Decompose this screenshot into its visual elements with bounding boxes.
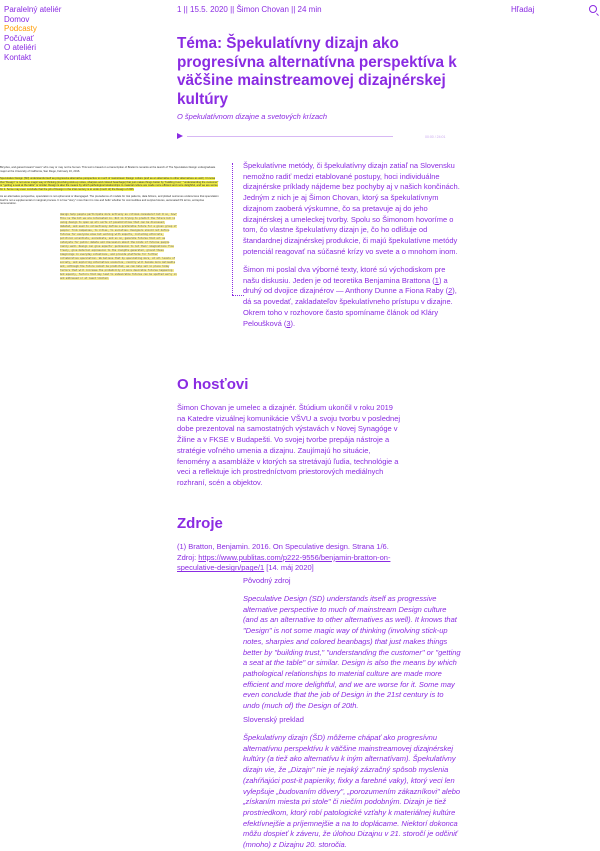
excerpt-quote-highlight: design help people participate more actively as citizen-consumers? but R oo, how? This is the bit we are interested in. Not in trying to predict the future but in using design to open up all sorts of possibilities that can be discussed, debated, and used to collectively define a preferable future for a given group of people: from companies, to cities, to societies. Designers should not define futures for everyone else but working with experts, including ethicists, political scientists, economists, and so on, generate futures that act as catalysts for public debate and discussion about the kinds of futures people really want. Design can give experts' permission to let their imaginations flow freely, give material expression to the insights generated, ground these imaginings in everyday situations, and provide platforms for further collaborative speculation. We believe that by speculating more, at all levels of society, and exploring alternative scenarios, reality will become more malleable and, although the future cannot be predicted, we can help set in place today factors that will increase the probability of more desirable futures happening. And equally, factors that may lead to undesirable futures can be spotted early on and addressed or at least limited. bbox=[60, 212, 177, 280]
ref-link-3[interactable]: 3 bbox=[286, 318, 291, 328]
nav-item-o-atelieri[interactable]: O ateliéri bbox=[4, 43, 37, 53]
text: [14. máj 2020] bbox=[264, 563, 314, 573]
original-quote: Speculative Design (SD) understands itself as progressive alternative perspective to much of mainstream Design culture (and as an alternative to other alternatives as well). It knows that "Design" is not some magic way of thinking (involving stick-up notes, sharpies and colored beanbags) that just makes things better by "building trust," "understanding the customer" or "getting a seat at the table" or similar. Design is also the means by which pathological relationships to material culture are made more efficient and more delightful, and we are worse for it. Some may even conclude that the job of Design in the 21st century is to undo (much of) the Design of 20th. bbox=[243, 594, 461, 711]
text: (1) Bratton, Benjamin. 2016. On Speculative design. Strana 1/6. Zdroj: bbox=[177, 542, 389, 562]
about-heading: O hosťovi bbox=[177, 376, 249, 393]
about-text: Šimon Chovan je umelec a dizajnér. Štúdium ukončil v roku 2019 na Katedre vizuálnej komunikácie VŠVU a svoju tvorbu v poslednej dobe prezentoval na samostatných výstavách v Novej Synagóge v Žiline a v FKSE v Budapešti. Vo svojej tvorbe prepája nástroje a stratégie voľného umenia a dizajnu. Zaujímajú ho situácie, fenomény a asambláže v ktorých sa stretávajú ľudia, technológie a veci a reflektuje ich prostredníctvom priestorových mediálnych rozhraní, scén a objektov. bbox=[177, 403, 401, 487]
text: ) a druhý od dvojice dizajnérov — Anthony Dunne a Fiona Raby ( bbox=[243, 275, 449, 296]
excerpt-paragraph-highlighted bbox=[0, 177, 220, 191]
slovak-quote: Špekulatívny dizajn (ŠD) môžeme chápať ako progresívnu alternatívnu perspektívu k väčšine mainstreamovej dizajnérskej kultúry (a tiež ako alternatívu k iným alternatívam). Špekulatívny dizajn vie, že „Dizajn" nie je nejaký zázračný spôsob myslenia (zahŕňajúci post-it papieriky, fixky a farebné vaky), ktorý veci len vylepšuje „budovaním dôvery", „porozumením zákazníkovi" alebo „získaním miesta pri stole" či niečím podobným. Dizajn je tiež prostriedkom, ktorý robí patologické vzťahy k materiálnej kultúre efektívnejšie a príjemnejšie a na to doplácame. Niektorí dokonca môžu dospieť k záveru, že úlohou Dizajnu v 21. storočí je odčiniť (mnoho) z Dizajnu 20. storočia. bbox=[243, 733, 461, 850]
source-reference bbox=[177, 542, 403, 574]
text: Šimon mi poslal dva výborné texty, ktoré sú východiskom pre našu diskusiu. Jeden je od teoretika Benjamina Brattona ( bbox=[243, 265, 446, 285]
search-link[interactable]: Hľadaj bbox=[511, 5, 535, 14]
ref-link-2[interactable]: 2 bbox=[448, 286, 453, 296]
main-nav bbox=[4, 5, 61, 63]
excerpt-paragraph: As an alternative perspective, speculation is not ephemeral or disengaged. The precedence of models for risk patterns, data fictions, and plotted outcomes underscores that speculation itself is not a supplemental or marginal process. It is how "story" more than it is rote and bolts' whether for commodities and surplus futures, automated KS terms, entreprise remuneration. bbox=[0, 195, 219, 206]
nav-item-kontakt[interactable]: Kontakt bbox=[4, 52, 32, 62]
excerpt-highlight: Speculative Design (SD) understands itself as progressive alternative perspective to much of mainstream Design culture (and as an alternative to other alternatives as well). It knows that "Design" is not some magic way of thinking (involving stick-up notes, sharpies and colored beanbags) that just makes things better by "building trust," "understanding the customer" or "getting a seat at the table" or similar. Design is also the means by which pathological relationships to material culture are made more efficient and more delightful, and we are worse for it. Some may even conclude that the job of Design in the 21st century is to undo (much of) the Design of 20th. bbox=[0, 176, 219, 191]
search-icon[interactable] bbox=[589, 5, 597, 13]
audio-time: 00:00 / 24:01 bbox=[425, 135, 446, 139]
slovak-translation-label: Slovenský preklad bbox=[243, 715, 304, 724]
text: ). bbox=[290, 318, 296, 328]
excerpt-paragraph: Bicycles, and gained toward "users" who may or may not be human. This text is based on a transcription of Bratton's remarks at the launch of The Speculative Design undergraduate major at the University of California, San Diego, February 16, 2016. bbox=[0, 166, 216, 173]
audio-player bbox=[177, 133, 447, 141]
source-link[interactable]: https://www.publitas.com/p222-9556/benjamin-bratton-on-speculative-design/page/1 bbox=[177, 552, 391, 573]
ref-link-1[interactable]: 1 bbox=[434, 275, 439, 285]
nav-site-title[interactable]: Paralelný ateliér bbox=[4, 5, 62, 14]
text: ), dá sa povedať, zakladateľov špekulatívneho prístupu v dizajne. Okrem toho v rozhovore často spomíname článok od Kláry Peloušková ( bbox=[243, 286, 457, 328]
original-source-label: Pôvodný zdroj bbox=[243, 576, 291, 585]
page-subtitle: O špekulatívnom dizajne a svetových krízach bbox=[177, 112, 328, 121]
nav-item-pocuvat[interactable]: Počúvať bbox=[4, 33, 34, 43]
episode-meta: 1 || 15.5. 2020 || Šimon Chovan || 24 min bbox=[177, 5, 322, 14]
page-title: Téma: Špekulatívny dizajn ako progresívna alternatívna perspektíva k väčšine mainstreamovej dizajnérskej kultúry bbox=[177, 35, 457, 108]
nav-item-domov[interactable]: Domov bbox=[4, 14, 30, 24]
audio-progress-track[interactable] bbox=[187, 136, 393, 137]
annotation-connector bbox=[222, 163, 233, 295]
intro-paragraph-2 bbox=[243, 265, 462, 329]
play-icon[interactable] bbox=[177, 133, 183, 139]
nav-item-podcasty[interactable]: Podcasty bbox=[4, 24, 37, 34]
sources-heading: Zdroje bbox=[177, 515, 223, 532]
highlighted-excerpt-image bbox=[0, 166, 220, 403]
excerpt-quote bbox=[60, 213, 178, 281]
intro-paragraph: Špekulatívne metódy, či špekulatívny dizajn zatiaľ na Slovensku nemožno radiť medzi etablované postupy, hoci individuálne dizajnérske príklady nájdeme bez pochyby aj v našich končinách. Jedným z nich je aj Šimon Chovan, ktorý sa špekulatívnym dizajnom zaoberá výskumne, čo sa pretavuje aj do jeho dizajnérskej a umeleckej tvorby. Spolu so Šimonom hovoríme o tom, čo vlastne špekulatívny dizajn je, čo ho odlišuje od štandardnej dizajnérskej produkcie, či majú špekulatívne metódy potenciál reagovať na súčasné krízy vo svete a o mnohom inom. bbox=[243, 161, 460, 256]
